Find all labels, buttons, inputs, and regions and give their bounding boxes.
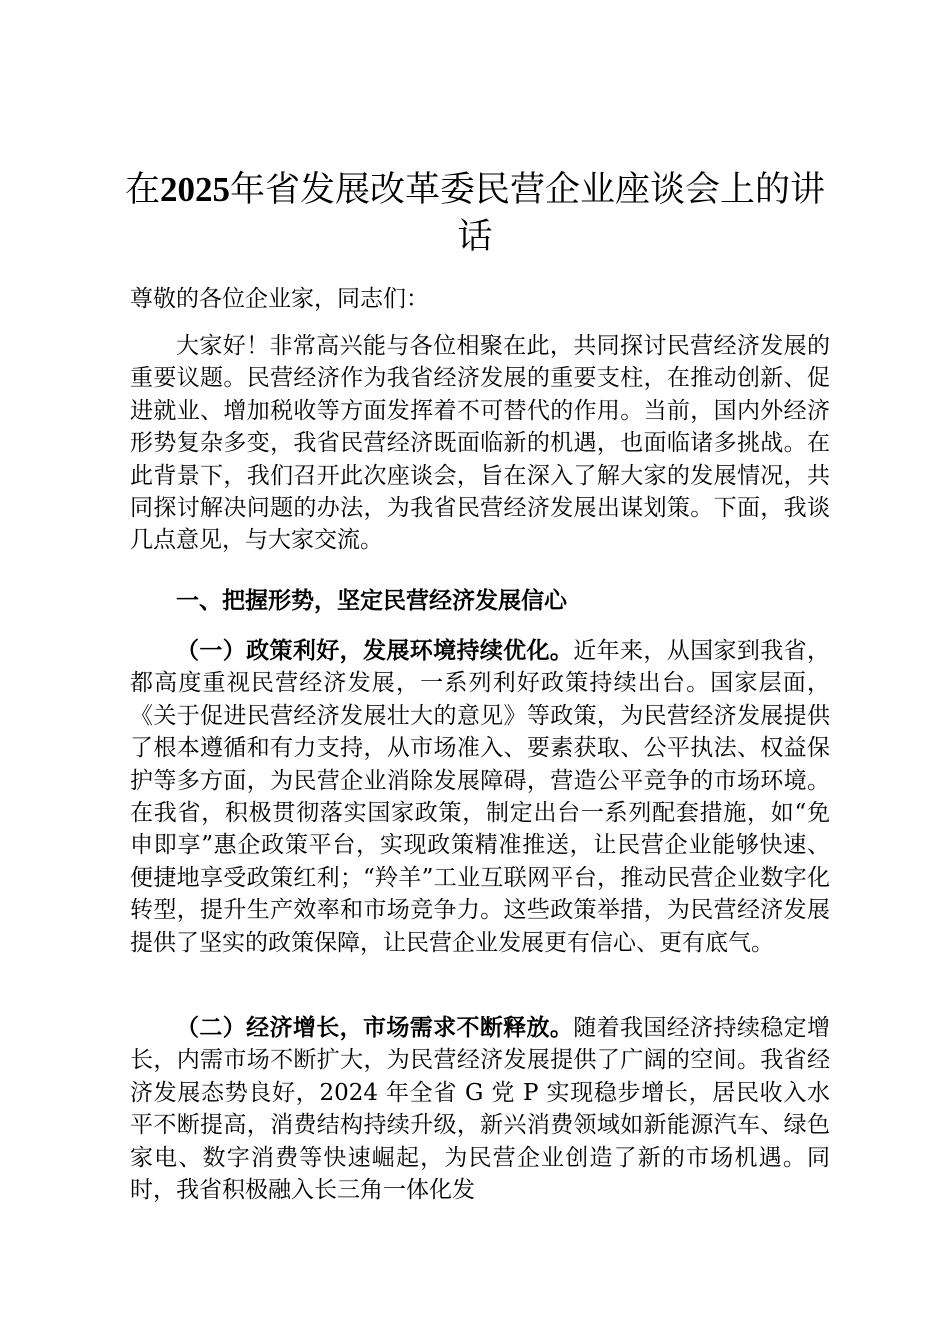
section-heading-1: 一、把握形势，坚定民营经济发展信心	[176, 587, 567, 614]
subsection-2-lead: （二）经济增长，市场需求不断释放。	[176, 1014, 574, 1041]
subsection-1-lead: （一）政策利好，发展环境持续优化。	[176, 637, 574, 664]
subsection-2-text: 随着我国经济持续稳定增长，内需市场不断扩大，为民营经济发展提供了广阔的空间。我省经济发展态势良好，2024 年全省 G 党 P 实现稳步增长，居民收入水平不断提高，消费结构持续升级，新兴消费领域如新能源汽车、绿色家电、数字消费等快速崛起，为民营企业创造了新的市场机遇。同时，我省积极融入长三角一体化发	[130, 1015, 831, 1204]
title-rest: 年省发展改革委民营企业座谈会上的讲话	[230, 170, 826, 257]
subsection-1-text: 近年来，从国家到我省，都高度重视民营经济发展，一系列利好政策持续出台。国家层面，《关于促进民营经济发展壮大的意见》等政策，为民营经济发展提供了根本遵循和有力支持，从市场准入、要素获取、公平执法、权益保护等多方面，为民营企业消除发展障碍，营造公平竞争的市场环境。在我省，积极贯彻落实国家政策，制定出台一系列配套措施，如“免申即享”惠企政策平台，实现政策精准推送，让民营企业能够快速、便捷地享受政策红利；“羚羊”工业互联网平台，推动民营企业数字化转型，提升生产效率和市场竞争力。这些政策举措，为民营经济发展提供了坚实的政策保障，让民营企业发展更有信心、更有底气。	[130, 638, 831, 956]
page-title	[120, 166, 830, 261]
title-prefix: 在	[124, 170, 160, 210]
salutation: 尊敬的各位企业家，同志们：	[130, 286, 429, 312]
subsection-2-paragraph	[130, 1012, 830, 1206]
opening-paragraph: 大家好！非常高兴能与各位相聚在此，共同探讨民营经济发展的重要议题。民营经济作为我省经济发展的重要支柱，在推动创新、促进就业、增加税收等方面发挥着不可替代的作用。当前，国内外经济形势复杂多变，我省民营经济既面临新的机遇，也面临诸多挑战。在此背景下，我们召开此次座谈会，旨在深入了解大家的发展情况，共同探讨解决问题的办法，为我省民营经济发展出谋划策。下面，我谈几点意见，与大家交流。	[130, 333, 830, 554]
title-year: 2025	[160, 170, 230, 209]
subsection-1-paragraph	[130, 635, 830, 959]
